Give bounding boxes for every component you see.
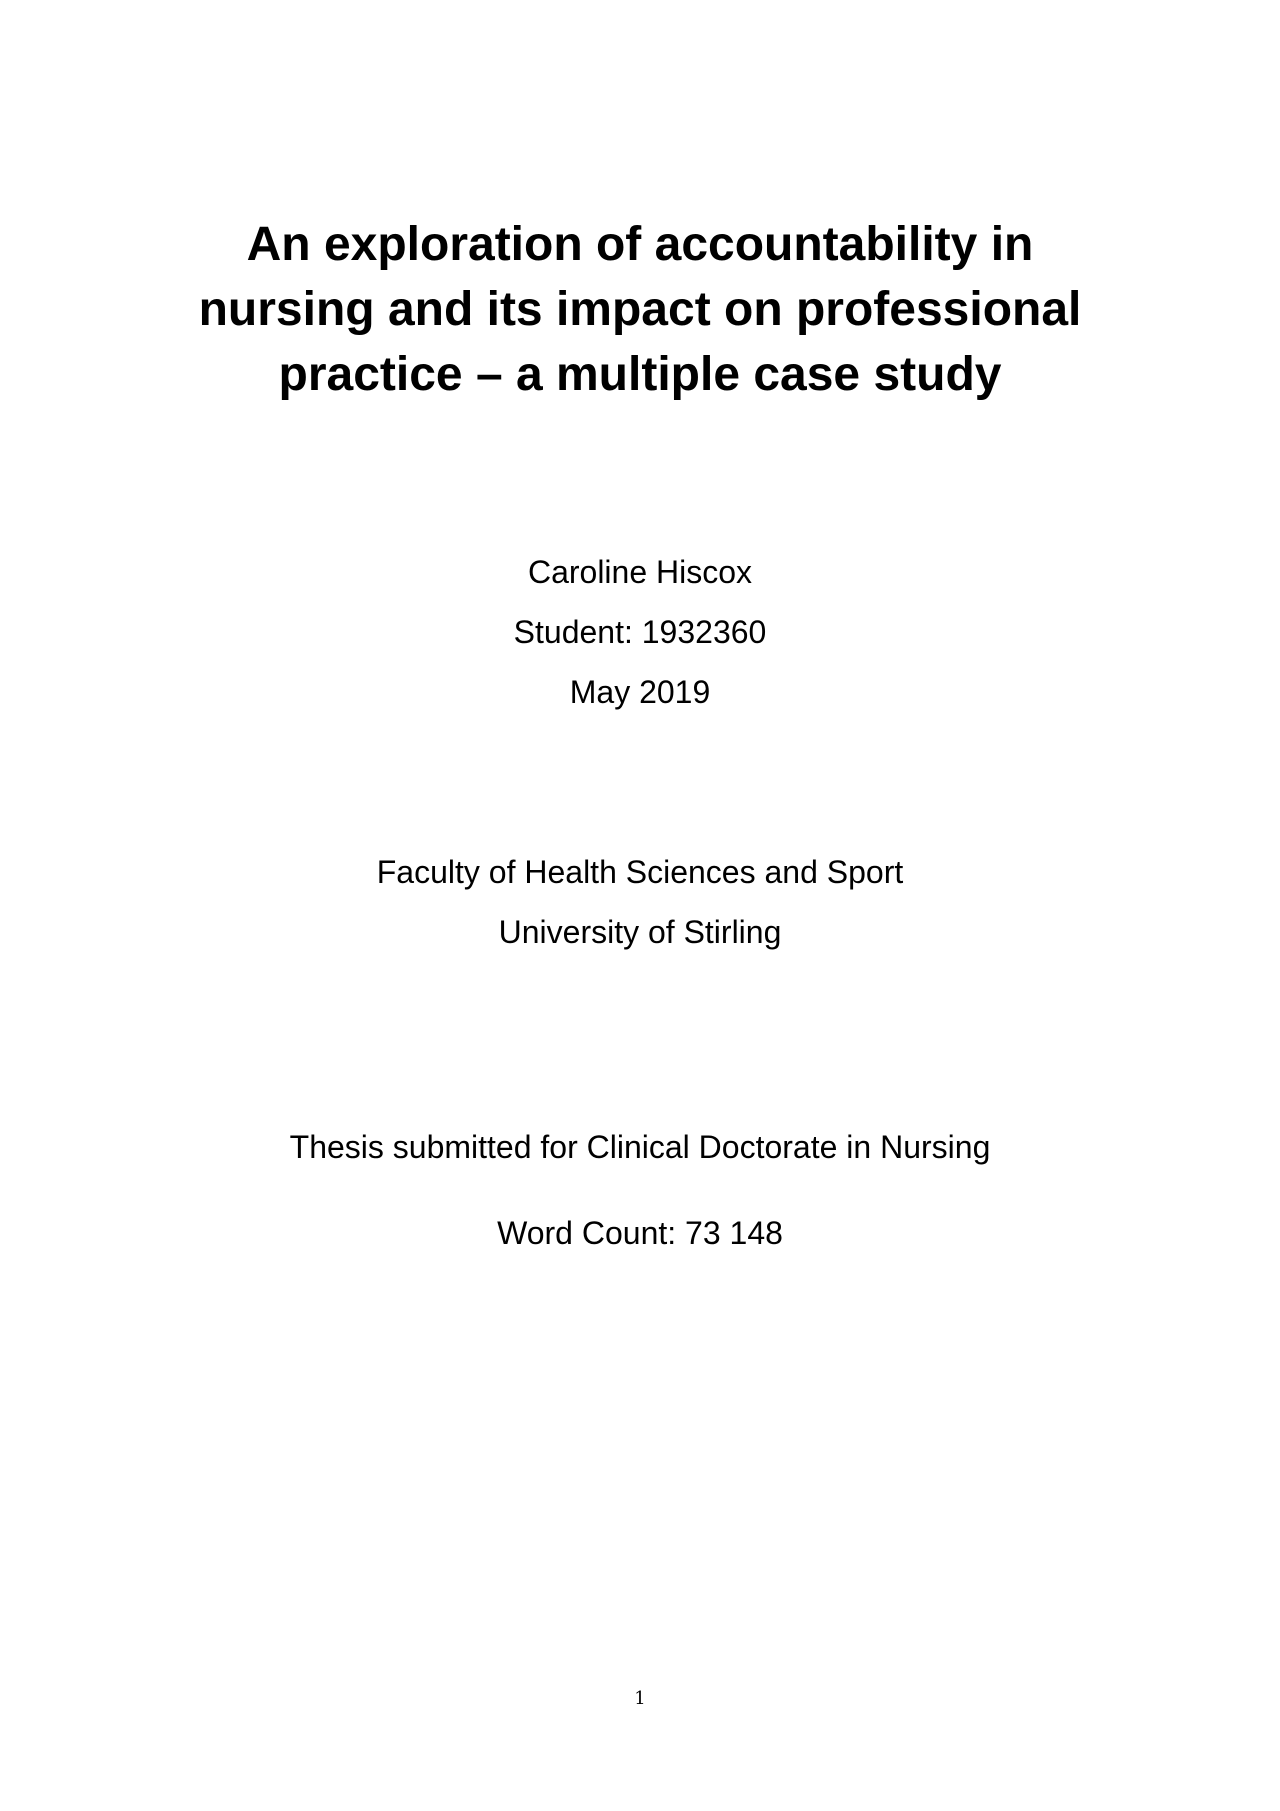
page-number: 1 (634, 1688, 646, 1709)
word-count: Word Count: 73 148 (497, 1215, 783, 1251)
thesis-title (0, 212, 1280, 407)
thesis-title-line: nursing and its impact on professional (198, 283, 1082, 336)
thesis-title-line: An exploration of accountability in (246, 218, 1034, 271)
student-number: Student: 1932360 (513, 614, 767, 650)
author-name: Caroline Hiscox (527, 554, 753, 590)
thesis-title-line: practice – a multiple case study (278, 348, 1002, 401)
university-name: University of Stirling (498, 914, 782, 950)
faculty-name: Faculty of Health Sciences and Sport (376, 854, 904, 890)
submission-date: May 2019 (569, 674, 711, 710)
degree-statement: Thesis submitted for Clinical Doctorate in Nursing (289, 1129, 991, 1165)
